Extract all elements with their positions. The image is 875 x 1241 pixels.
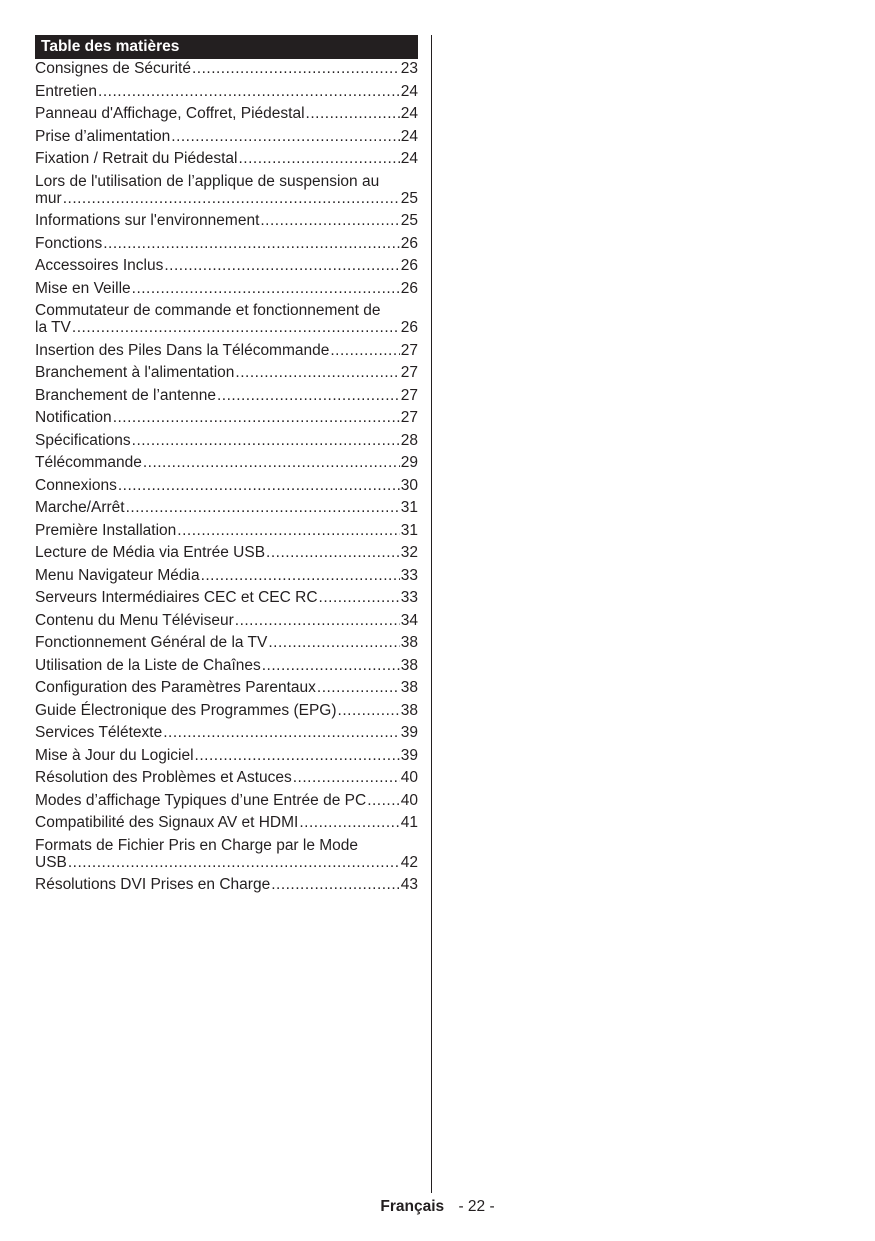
- toc-entry-page: 25: [400, 189, 418, 207]
- toc-entry-page: 26: [400, 234, 418, 252]
- toc-entry-label: Fonctionnement Général de la TV: [35, 634, 268, 651]
- column-divider: [431, 35, 432, 1193]
- toc-entry-label: la TV: [35, 319, 71, 336]
- toc-entry-row: [35, 612, 418, 629]
- toc-dot-leader: [163, 724, 400, 741]
- toc-entry-row: [35, 212, 418, 229]
- toc-entry-row: [35, 792, 418, 809]
- toc-entry[interactable]: [35, 60, 418, 77]
- toc-entry-label: Services Télétexte: [35, 724, 163, 741]
- toc-entry[interactable]: [35, 212, 418, 229]
- toc-entry-page: 26: [400, 279, 418, 297]
- toc-entry-label: Contenu du Menu Téléviseur: [35, 611, 234, 629]
- toc-entry[interactable]: [35, 544, 418, 561]
- toc-entry-page: 39: [400, 724, 418, 741]
- toc-dot-leader: [367, 792, 400, 809]
- toc-entry-label: Mise à Jour du Logiciel: [35, 746, 194, 764]
- toc-entry-row: [35, 724, 418, 741]
- toc-entry-label-line1: Lors de l'utilisation de l’applique de suspension au: [35, 172, 380, 190]
- toc-dot-leader: [132, 280, 400, 297]
- toc-entry[interactable]: [35, 280, 418, 297]
- toc-dot-leader: [177, 522, 399, 539]
- toc-entry-row: [35, 387, 418, 404]
- toc-entry-page: 24: [400, 127, 418, 145]
- toc-entry-label: Utilisation de la Liste de Chaînes: [35, 656, 261, 674]
- toc-dot-leader: [126, 499, 400, 516]
- toc-dot-leader: [238, 150, 399, 167]
- toc-dot-leader: [260, 212, 399, 229]
- toc-entry-page: 40: [400, 791, 418, 809]
- toc-entry-label: Accessoires Inclus: [35, 257, 164, 274]
- toc-dot-leader: [192, 60, 400, 77]
- toc-dot-leader: [195, 747, 400, 764]
- toc-entry-row: [35, 544, 418, 561]
- toc-entry[interactable]: [35, 257, 418, 274]
- toc-entry-page: 29: [400, 454, 418, 471]
- toc-entry-page: 42: [400, 853, 418, 871]
- page-footer: [0, 1197, 875, 1217]
- toc-entry[interactable]: [35, 876, 418, 893]
- toc-dot-leader: [330, 342, 399, 359]
- toc-entry-row: [35, 454, 418, 471]
- toc-entry-label: mur: [35, 189, 62, 207]
- toc-entry[interactable]: [35, 364, 418, 381]
- toc-entry-page: 38: [400, 679, 418, 696]
- toc-entry-row: [35, 814, 418, 831]
- toc-entry-page: 38: [400, 701, 418, 719]
- toc-entry-row: [35, 747, 418, 764]
- toc-entry-page: 24: [400, 150, 418, 167]
- toc-entry-row: [35, 589, 418, 606]
- toc-entry-label: Menu Navigateur Média: [35, 566, 200, 584]
- footer-page-number: - 22 -: [458, 1198, 495, 1215]
- toc-entry-page: 43: [400, 876, 418, 893]
- toc-entry-label: Modes d’affichage Typiques d’une Entrée de PC: [35, 791, 367, 809]
- toc-entry-row: [35, 364, 418, 381]
- toc-entry[interactable]: [35, 634, 418, 651]
- toc-entry-label: Informations sur l'environnement: [35, 212, 260, 229]
- toc-entry-label: Compatibilité des Signaux AV et HDMI: [35, 814, 299, 831]
- toc-entry-row: [35, 499, 418, 516]
- toc-entry[interactable]: [35, 302, 418, 336]
- toc-dot-leader: [262, 657, 400, 674]
- toc-entry-page: 28: [400, 431, 418, 449]
- table-of-contents: [35, 35, 418, 893]
- toc-entry[interactable]: [35, 814, 418, 831]
- toc-entry-page: 27: [400, 386, 418, 404]
- toc-entry-page: 33: [400, 566, 418, 584]
- toc-entry-row: [35, 83, 418, 100]
- toc-entry[interactable]: [35, 477, 418, 494]
- toc-entry-row: [35, 280, 418, 297]
- toc-entry-label: Première Installation: [35, 521, 177, 539]
- toc-dot-leader: [271, 876, 400, 893]
- toc-entry-page: 41: [400, 814, 418, 831]
- toc-entry-label: Notification: [35, 409, 112, 426]
- toc-entry-label-line1: Formats de Fichier Pris en Charge par le Mode: [35, 836, 359, 854]
- toc-dot-leader: [113, 409, 400, 426]
- toc-entry-row: [35, 60, 418, 77]
- toc-entry[interactable]: [35, 612, 418, 629]
- toc-entry-label: Fixation / Retrait du Piédestal: [35, 150, 238, 167]
- toc-entry-label: Mise en Veille: [35, 279, 131, 297]
- toc-dot-leader: [268, 634, 399, 651]
- toc-dot-leader: [217, 387, 400, 404]
- toc-dot-leader: [72, 319, 400, 336]
- toc-title: Table des matières: [35, 35, 418, 59]
- toc-entry-row: [35, 854, 418, 871]
- toc-entry-label: Entretien: [35, 82, 98, 100]
- toc-entry-page: 39: [400, 746, 418, 764]
- toc-entry-label: Télécommande: [35, 454, 142, 471]
- toc-dot-leader: [306, 105, 400, 122]
- toc-entry-label: Branchement à l'alimentation: [35, 364, 235, 381]
- toc-dot-leader: [164, 257, 399, 274]
- toc-entry-label: Résolutions DVI Prises en Charge: [35, 876, 271, 893]
- toc-entry[interactable]: [35, 792, 418, 809]
- toc-entry-row: [35, 567, 418, 584]
- toc-dot-leader: [235, 364, 399, 381]
- toc-dot-leader: [235, 612, 400, 629]
- toc-dot-leader: [118, 477, 400, 494]
- toc-entry-page: 27: [400, 364, 418, 381]
- toc-entry[interactable]: [35, 409, 418, 426]
- toc-entry-label: Spécifications: [35, 431, 131, 449]
- toc-entry[interactable]: [35, 128, 418, 145]
- toc-entry-page: 23: [400, 60, 418, 77]
- toc-entry-page: 26: [400, 257, 418, 274]
- toc-entry-page: 32: [400, 544, 418, 561]
- toc-entry-page: 33: [400, 589, 418, 606]
- toc-entry-page: 30: [400, 476, 418, 494]
- toc-entry-label: Panneau d'Affichage, Coffret, Piédestal: [35, 105, 305, 122]
- toc-entry[interactable]: [35, 657, 418, 674]
- toc-entry-label: Connexions: [35, 476, 117, 494]
- toc-entry[interactable]: [35, 105, 418, 122]
- toc-entry-label: Fonctions: [35, 234, 103, 252]
- toc-entry-row: [35, 769, 418, 786]
- toc-entry[interactable]: [35, 769, 418, 786]
- toc-entry-page: 38: [400, 656, 418, 674]
- toc-entry-label-line1: Commutateur de commande et fonctionnement de: [35, 302, 381, 319]
- toc-entry-row: [35, 657, 418, 674]
- toc-entry-row: [35, 235, 418, 252]
- toc-entry-page: 26: [400, 319, 418, 336]
- toc-entry[interactable]: [35, 342, 418, 359]
- toc-entry-page: 31: [400, 521, 418, 539]
- toc-entry[interactable]: [35, 83, 418, 100]
- toc-entry[interactable]: [35, 173, 418, 207]
- toc-entry-row: [35, 342, 418, 359]
- toc-dot-leader: [317, 679, 400, 696]
- toc-entry-row: [35, 257, 418, 274]
- toc-entry[interactable]: [35, 837, 418, 871]
- toc-entry[interactable]: [35, 747, 418, 764]
- toc-entry-row: [35, 522, 418, 539]
- toc-dot-leader: [103, 235, 400, 252]
- toc-entry-label: Lecture de Média via Entrée USB: [35, 544, 266, 561]
- toc-entry-page: 25: [400, 212, 418, 229]
- toc-entry[interactable]: [35, 150, 418, 167]
- toc-entry-label: Consignes de Sécurité: [35, 60, 191, 77]
- toc-dot-leader: [338, 702, 400, 719]
- toc-entry-row: [35, 702, 418, 719]
- toc-entry[interactable]: [35, 567, 418, 584]
- toc-entry-row: [35, 634, 418, 651]
- toc-dot-leader: [299, 814, 399, 831]
- toc-entry-label: Guide Électronique des Programmes (EPG): [35, 701, 337, 719]
- toc-entry-row: [35, 876, 418, 893]
- toc-dot-leader: [171, 128, 399, 145]
- toc-entry-page: 27: [400, 409, 418, 426]
- toc-entry-row: [35, 190, 418, 207]
- toc-entry-page: 31: [400, 499, 418, 516]
- toc-entry-label: USB: [35, 853, 67, 871]
- toc-entry-label: Marche/Arrêt: [35, 499, 125, 516]
- toc-entry-row: [35, 477, 418, 494]
- toc-entry-label: Serveurs Intermédiaires CEC et CEC RC: [35, 589, 318, 606]
- toc-entry[interactable]: [35, 522, 418, 539]
- toc-entry-row: [35, 679, 418, 696]
- toc-entry[interactable]: [35, 235, 418, 252]
- toc-entry-page: 27: [400, 341, 418, 359]
- toc-entry-page: 24: [400, 82, 418, 100]
- toc-entry-row: [35, 432, 418, 449]
- toc-entry[interactable]: [35, 454, 418, 471]
- toc-entry-page: 24: [400, 105, 418, 122]
- toc-dot-leader: [201, 567, 400, 584]
- toc-entry-row: [35, 409, 418, 426]
- toc-entry[interactable]: [35, 724, 418, 741]
- toc-entry[interactable]: [35, 432, 418, 449]
- toc-list: [35, 60, 418, 893]
- toc-entry-label: Configuration des Paramètres Parentaux: [35, 679, 316, 696]
- toc-entry-label: Branchement de l’antenne: [35, 386, 216, 404]
- toc-entry[interactable]: [35, 679, 418, 696]
- footer-language: Français: [380, 1198, 445, 1215]
- toc-entry-page: 40: [400, 769, 418, 786]
- toc-dot-leader: [63, 190, 400, 207]
- toc-dot-leader: [143, 454, 400, 471]
- toc-entry-page: 34: [400, 611, 418, 629]
- toc-entry[interactable]: [35, 387, 418, 404]
- toc-entry-row: [35, 128, 418, 145]
- toc-entry-label: Résolution des Problèmes et Astuces: [35, 769, 292, 786]
- toc-dot-leader: [132, 432, 400, 449]
- toc-dot-leader: [319, 589, 400, 606]
- toc-entry-label: Prise d’alimentation: [35, 127, 171, 145]
- toc-entry-row: [35, 319, 418, 336]
- toc-dot-leader: [293, 769, 400, 786]
- toc-entry-label: Insertion des Piles Dans la Télécommande: [35, 341, 330, 359]
- toc-entry[interactable]: [35, 702, 418, 719]
- toc-entry-page: 38: [400, 634, 418, 651]
- toc-dot-leader: [266, 544, 400, 561]
- toc-dot-leader: [98, 83, 400, 100]
- toc-entry[interactable]: [35, 499, 418, 516]
- toc-entry[interactable]: [35, 589, 418, 606]
- toc-dot-leader: [68, 854, 400, 871]
- toc-entry-row: [35, 105, 418, 122]
- toc-entry-row: [35, 150, 418, 167]
